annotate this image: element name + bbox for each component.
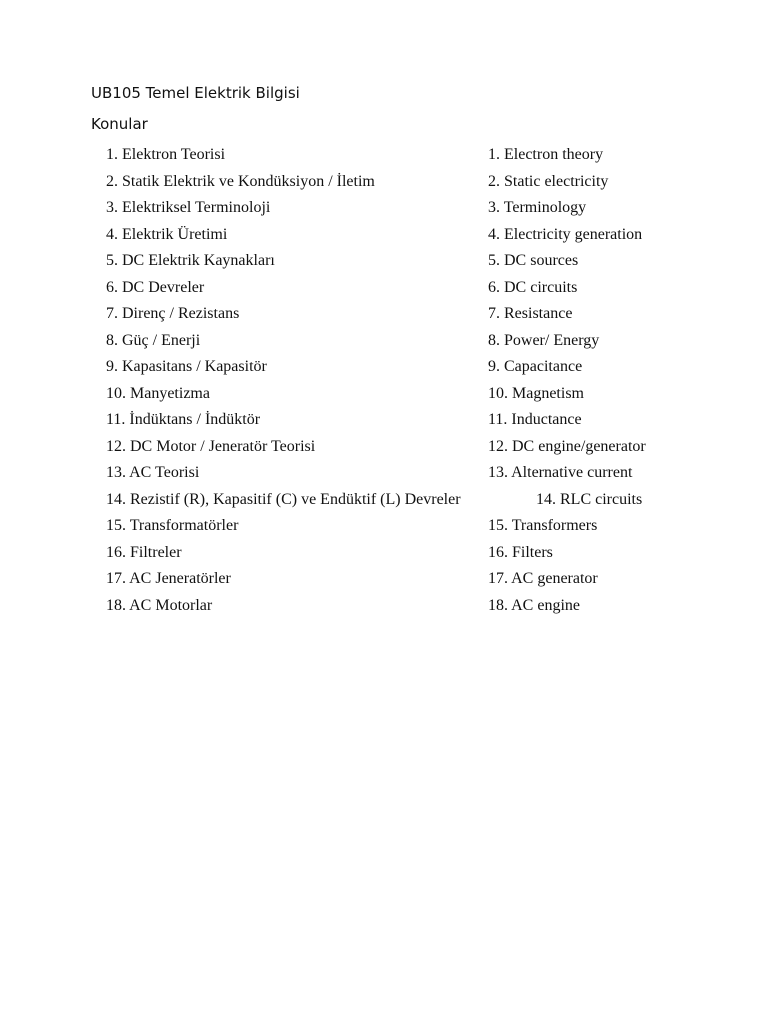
topic-turkish: 17. AC Jeneratörler (106, 570, 231, 587)
topic-turkish: 1. Elektron Teorisi (106, 146, 226, 163)
topic-english: 7. Resistance (488, 305, 573, 322)
topic-english: 4. Electricity generation (488, 225, 643, 243)
topic-english: 10. Magnetism (488, 384, 584, 402)
topic-row (106, 328, 706, 355)
topic-turkish: 7. Direnç / Rezistans (106, 305, 240, 322)
topic-english: 9. Capacitance (488, 358, 583, 375)
topic-turkish: 15. Transformatörler (106, 517, 239, 534)
topic-turkish: 11. İndüktans / İndüktör (106, 411, 261, 428)
topic-turkish: 10. Manyetizma (106, 384, 210, 402)
topic-english: 11. Inductance (488, 411, 582, 428)
topic-english: 8. Power/ Energy (488, 331, 600, 349)
topic-row (106, 487, 706, 514)
topic-row (106, 169, 706, 196)
topic-row (106, 540, 706, 567)
topic-english: 3. Terminology (488, 199, 587, 216)
topic-english: 1. Electron theory (488, 146, 604, 163)
topic-turkish: 13. AC Teorisi (106, 464, 200, 481)
topic-turkish: 12. DC Motor / Jeneratör Teorisi (106, 437, 316, 455)
topic-row (106, 275, 706, 302)
topic-english: 5. DC sources (488, 252, 579, 269)
topic-turkish: 4. Elektrik Üretimi (106, 225, 228, 243)
topic-row (106, 593, 706, 620)
topic-list (106, 142, 706, 619)
topic-row (106, 354, 706, 381)
topic-english: 12. DC engine/generator (488, 437, 646, 455)
topic-turkish: 8. Güç / Enerji (106, 331, 201, 349)
topic-turkish: 9. Kapasitans / Kapasitör (106, 358, 267, 375)
topic-row (106, 513, 706, 540)
topic-row (106, 248, 706, 275)
topic-row (106, 301, 706, 328)
topic-row (106, 460, 706, 487)
topic-english: 2. Static electricity (488, 172, 609, 190)
topic-english: 16. Filters (488, 543, 553, 561)
document-title: UB105 Temel Elektrik Bilgisi (91, 84, 300, 102)
topic-row (106, 407, 706, 434)
document-subtitle: Konular (91, 115, 148, 133)
topic-english: 17. AC generator (488, 570, 598, 587)
topic-english: 14. RLC circuits (536, 490, 643, 508)
topic-english: 6. DC circuits (488, 278, 578, 296)
topic-turkish: 6. DC Devreler (106, 278, 205, 296)
topic-row (106, 381, 706, 408)
topic-turkish: 3. Elektriksel Terminoloji (106, 199, 271, 216)
topic-english: 18. AC engine (488, 596, 580, 614)
topic-turkish: 18. AC Motorlar (106, 596, 213, 614)
topic-turkish: 14. Rezistif (R), Kapasitif (C) ve Endüktif (L) Devreler (106, 490, 461, 508)
topic-turkish: 5. DC Elektrik Kaynakları (106, 252, 275, 269)
topic-row (106, 566, 706, 593)
topic-english: 13. Alternative current (488, 464, 633, 481)
topic-english: 15. Transformers (488, 517, 598, 534)
topic-row (106, 195, 706, 222)
topic-row (106, 222, 706, 249)
topic-turkish: 16. Filtreler (106, 543, 182, 561)
topic-row (106, 434, 706, 461)
topic-turkish: 2. Statik Elektrik ve Kondüksiyon / İletim (106, 172, 375, 190)
topic-row (106, 142, 706, 169)
